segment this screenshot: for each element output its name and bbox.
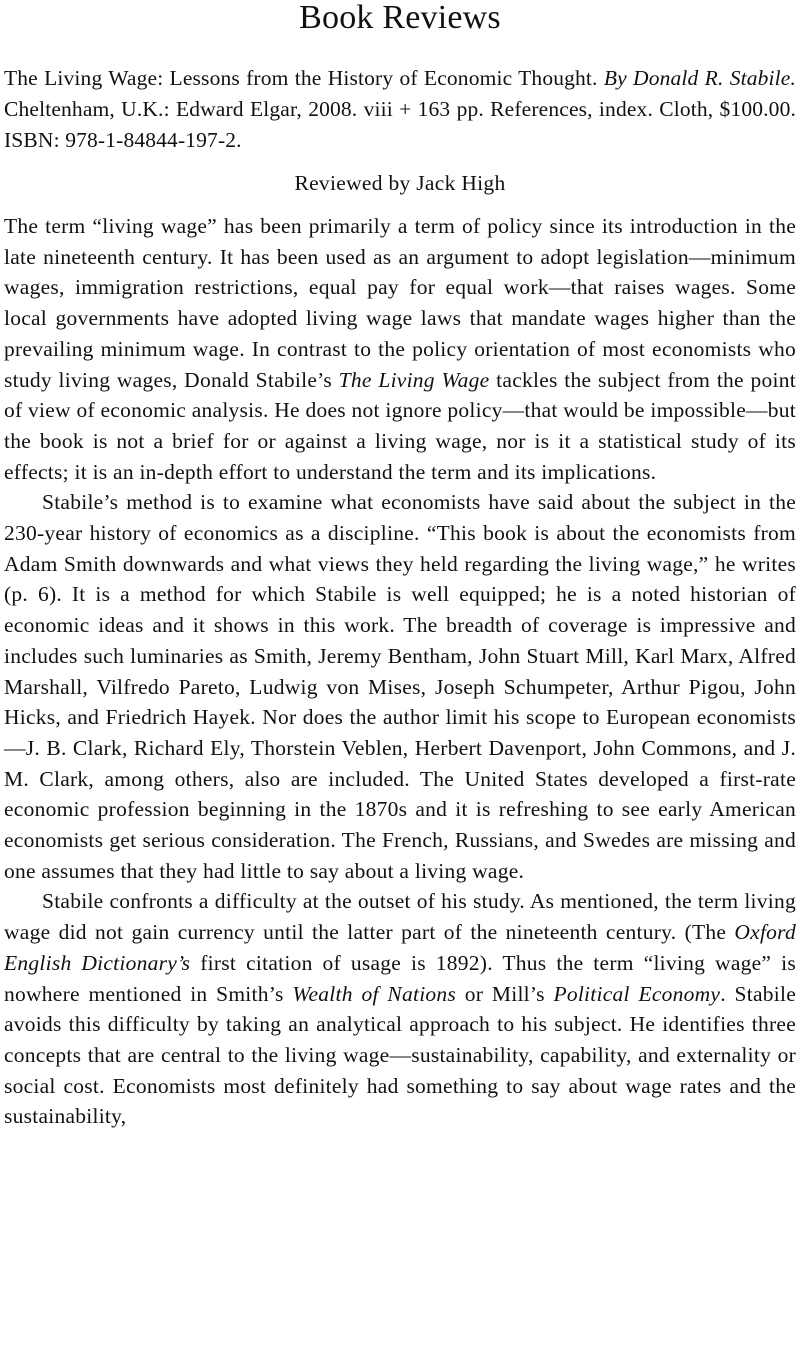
reviewer-line: Reviewed by Jack High <box>294 171 506 195</box>
citation-author: By Donald R. Stabile. <box>603 66 797 90</box>
political-economy-italic: Political Economy <box>553 981 721 1006</box>
paragraph-text: Stabile confronts a difficulty at the outset of his study. As mentioned, the term living wage did not gain currency until the latter part of the nineteenth century. (The <box>4 889 796 945</box>
body-paragraph-3 <box>4 886 796 1132</box>
citation-publication: Cheltenham, U.K.: Edward Elgar, 2008. viii + 163 pp. References, index. Cloth, $100.00. ISBN: 978-1-84844-197-2. <box>4 97 796 152</box>
paragraph-text: . Stabile avoids this difficulty by taking an analytical approach to his subject. He identifies three concepts that are central to the living wage—sustainability, capability, and externality or social cost. Economists most definitely had something to say about wage rates and the sustainability, <box>4 981 796 1129</box>
body-paragraph-2: Stabile’s method is to examine what economists have said about the subject in the 230-year history of economics as a discipline. “This book is about the economists from Adam Smith downwards and what views they held regarding the living wage,” he writes (p. 6). It is a method for which Stabile is well equipped; he is a noted historian of economic ideas and it shows in this work. The breadth of coverage is impressive and includes such luminaries as Smith, Jeremy Bentham, John Stuart Mill, Karl Marx, Alfred Marshall, Vilfredo Pareto, Ludwig von Mises, Joseph Schumpeter, Arthur Pigou, John Hicks, and Friedrich Hayek. Nor does the author limit his scope to European economists—J. B. Clark, Richard Ely, Thorstein Veblen, Herbert Davenport, John Commons, and J. M. Clark, among others, also are included. The United States developed a first-rate economic profession beginning in the 1870s and it is refreshing to see early American economists get serious consideration. The French, Russians, and Swedes are missing and one assumes that they had little to say about a living wage. <box>4 490 796 883</box>
paragraph-text: first citation of usage is 1892). Thus the term “living wage” is nowhere mentioned in Smith’s <box>4 950 796 1006</box>
wealth-of-nations-italic: Wealth of Nations <box>292 981 457 1006</box>
body-paragraph-1 <box>4 211 796 487</box>
paragraph-text: The term “living wage” has been primarily a term of policy since its introduction in the late nineteenth century. It has been used as an argument to adopt legislation—minimum wages, immigration restrictions, equal pay for equal work—that raises wages. Some local governments have adopted living wage laws that mandate wages higher than the prevailing minimum wage. In contrast to the policy orientation of most economists who study living wages, Donald Stabile’s <box>4 214 796 392</box>
book-title-italic: The Living Wage <box>338 367 490 392</box>
paragraph-text: or Mill’s <box>456 981 554 1006</box>
oed-title-italic: Oxford English Dictionary’s <box>4 920 796 975</box>
book-citation <box>4 63 796 156</box>
paragraph-text: tackles the subject from the point of view of economic analysis. He does not ignore policy—that would be impossible—but the book is not a brief for or against a living wage, nor is it a statistical study of its effects; it is an in-depth effort to understand the term and its implications. <box>4 367 796 484</box>
section-title: Book Reviews <box>299 0 501 36</box>
citation-book-title: The Living Wage: Lessons from the History of Economic Thought. <box>4 66 598 90</box>
